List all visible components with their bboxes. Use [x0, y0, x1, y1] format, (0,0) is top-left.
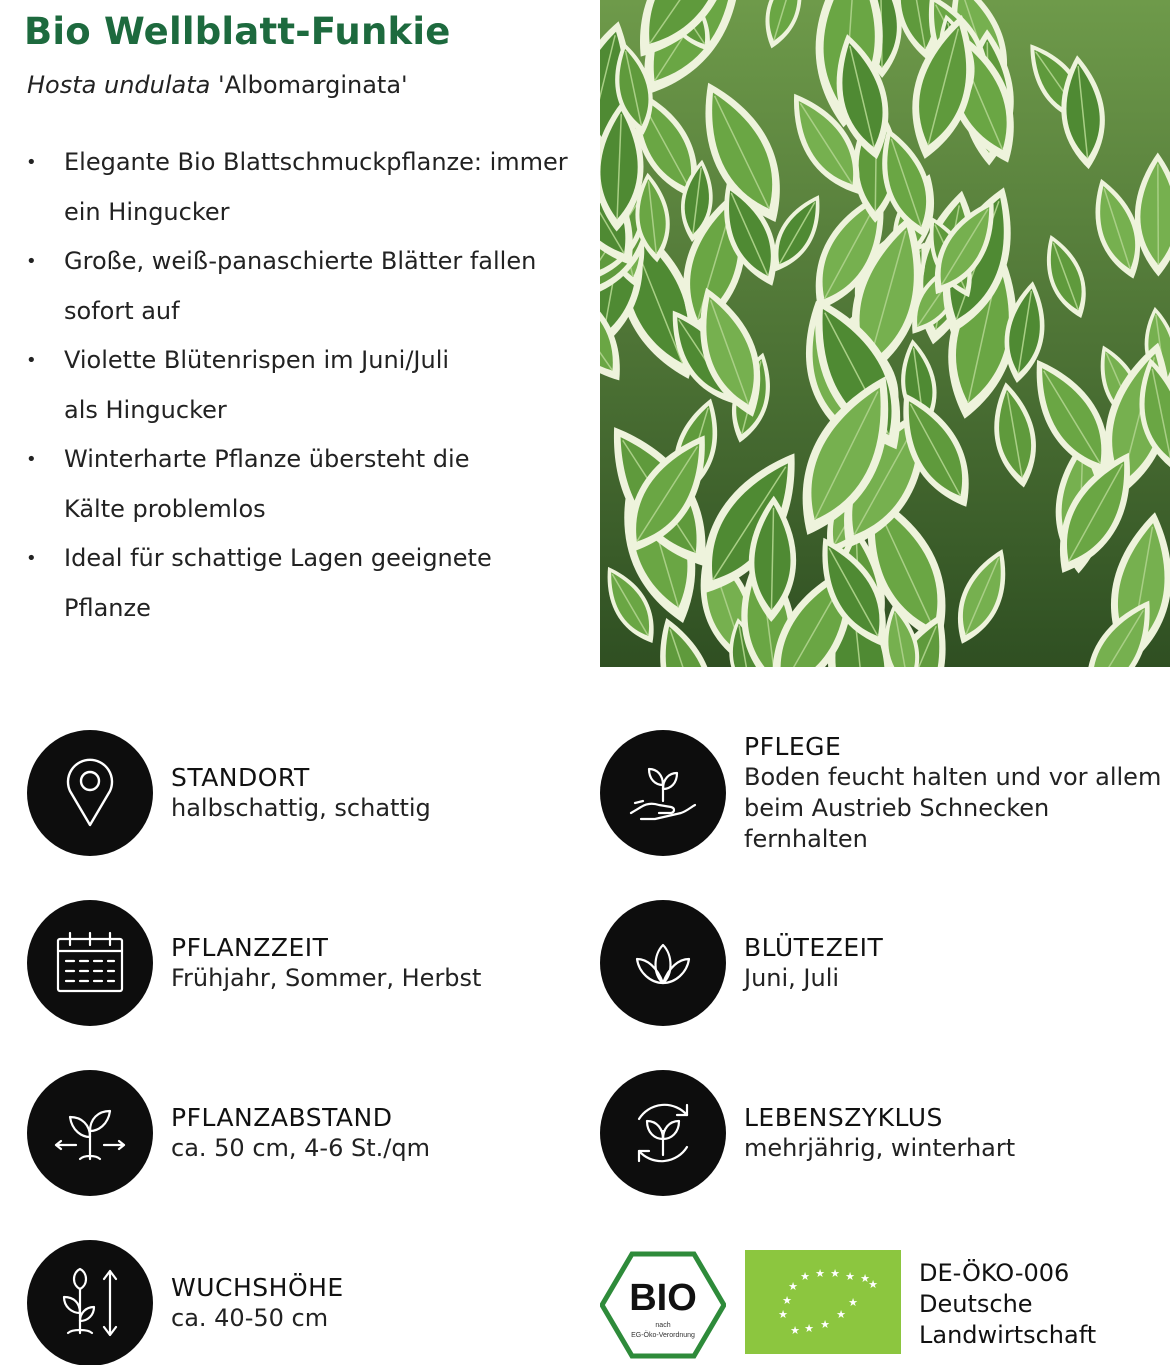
- feature-value: mehrjährig, winterhart: [744, 1134, 1016, 1162]
- feature-lebenszyklus: [600, 1070, 1015, 1196]
- feature-pflanzzeit: [27, 900, 481, 1026]
- bullet-dot: •: [26, 449, 37, 470]
- bullet-line: Kälte problemlos: [64, 494, 266, 523]
- calendar-icon: [27, 900, 153, 1026]
- bullet-line: Große, weiß-panaschierte Blätter fallen: [64, 247, 537, 275]
- svg-text:★: ★: [778, 1308, 788, 1321]
- bullet-item: [24, 138, 584, 188]
- svg-text:★: ★: [836, 1308, 846, 1321]
- lotus-flower-icon: [600, 900, 726, 1026]
- bullet-item-continuation: [24, 188, 584, 238]
- certification-text: [919, 1258, 1096, 1351]
- feature-value: ca. 40-50 cm: [171, 1304, 329, 1332]
- bullet-item-continuation: [24, 386, 584, 436]
- svg-text:★: ★: [860, 1272, 870, 1285]
- bullet-line: Winterharte Pflanze übersteht die: [64, 445, 470, 473]
- svg-text:★: ★: [848, 1296, 858, 1309]
- bullet-dot: •: [26, 152, 37, 173]
- cultivar-name: 'Albomarginata': [210, 71, 408, 99]
- product-title: Bio Wellblatt-Funkie: [24, 10, 451, 53]
- svg-text:★: ★: [868, 1278, 878, 1291]
- bullet-dot: •: [26, 251, 37, 272]
- leaf-vein: [1158, 164, 1159, 264]
- bullet-line: Ideal für schattige Lagen geeignete Pflanze: [64, 544, 492, 622]
- hosta-leaves-illustration: [600, 0, 1170, 667]
- bullet-item-continuation: [24, 485, 584, 535]
- feature-label: PFLANZZEIT: [171, 933, 329, 962]
- svg-text:★: ★: [815, 1267, 825, 1280]
- svg-text:★: ★: [790, 1324, 800, 1337]
- svg-text:★: ★: [820, 1318, 830, 1331]
- feature-label: BLÜTEZEIT: [744, 933, 884, 962]
- location-pin-icon: [27, 730, 153, 856]
- cert-code: DE-ÖKO-006: [919, 1259, 1070, 1287]
- svg-text:BIO: BIO: [629, 1277, 697, 1319]
- svg-text:★: ★: [800, 1270, 810, 1283]
- feature-label: PFLEGE: [744, 732, 842, 761]
- feature-bluetezeit: [600, 900, 883, 1026]
- bullet-line: Violette Blütenrispen im Juni/Juli: [64, 346, 450, 374]
- feature-value-line: Boden feucht halten und vor allem: [744, 763, 1162, 791]
- cycle-leaf-icon: [600, 1070, 726, 1196]
- feature-label: STANDORT: [171, 763, 310, 792]
- svg-text:★: ★: [845, 1270, 855, 1283]
- botanical-name: [27, 71, 408, 99]
- feature-wuchshoehe: [27, 1240, 344, 1365]
- cert-line: Landwirtschaft: [919, 1321, 1097, 1349]
- feature-pflanzabstand: [27, 1070, 430, 1196]
- bullet-dot: •: [26, 548, 37, 569]
- eu-organic-leaf-logo: [745, 1250, 901, 1354]
- bullet-item: [24, 336, 584, 386]
- bio-seal-logo: [600, 1250, 726, 1360]
- feature-label: LEBENSZYKLUS: [744, 1103, 943, 1132]
- bullet-dot: •: [26, 350, 37, 371]
- svg-text:EG-Öko-Verordnung: EG-Öko-Verordnung: [631, 1332, 695, 1339]
- bullet-line: als Hingucker: [64, 395, 227, 424]
- svg-text:★: ★: [804, 1322, 814, 1335]
- latin-name: Hosta undulata: [27, 71, 211, 99]
- plant-height-icon: [27, 1240, 153, 1365]
- bullet-line: sofort auf: [64, 296, 180, 325]
- svg-text:★: ★: [782, 1294, 792, 1307]
- eu-stars-leaf-icon: [745, 1250, 901, 1354]
- svg-text:★: ★: [830, 1267, 840, 1280]
- bullet-item: [24, 237, 584, 287]
- feature-value: Juni, Juli: [744, 964, 840, 992]
- feature-value: ca. 50 cm, 4-6 St./qm: [171, 1134, 430, 1162]
- feature-standort: [27, 730, 431, 856]
- feature-value: halbschattig, schattig: [171, 794, 431, 822]
- feature-label: WUCHSHÖHE: [171, 1273, 344, 1302]
- seedling-hand-icon: [600, 730, 726, 856]
- feature-label: PFLANZABSTAND: [171, 1103, 393, 1132]
- plant-spacing-icon: [27, 1070, 153, 1196]
- hosta-plant-photo: [600, 0, 1170, 667]
- bullet-item: [24, 435, 584, 485]
- svg-text:★: ★: [788, 1280, 798, 1293]
- feature-value-line: beim Austrieb Schnecken fernhalten: [744, 794, 1050, 853]
- svg-text:nach: nach: [655, 1322, 671, 1329]
- feature-bullet-list: [24, 138, 584, 633]
- feature-pflege: [600, 730, 1170, 856]
- bullet-item-continuation: [24, 287, 584, 337]
- bullet-item: [24, 534, 584, 633]
- feature-value: Frühjahr, Sommer, Herbst: [171, 964, 482, 992]
- bullet-line: ein Hingucker: [64, 197, 230, 226]
- cert-line: Deutsche: [919, 1290, 1033, 1318]
- bullet-line: Elegante Bio Blattschmuckpflanze: immer: [64, 148, 568, 176]
